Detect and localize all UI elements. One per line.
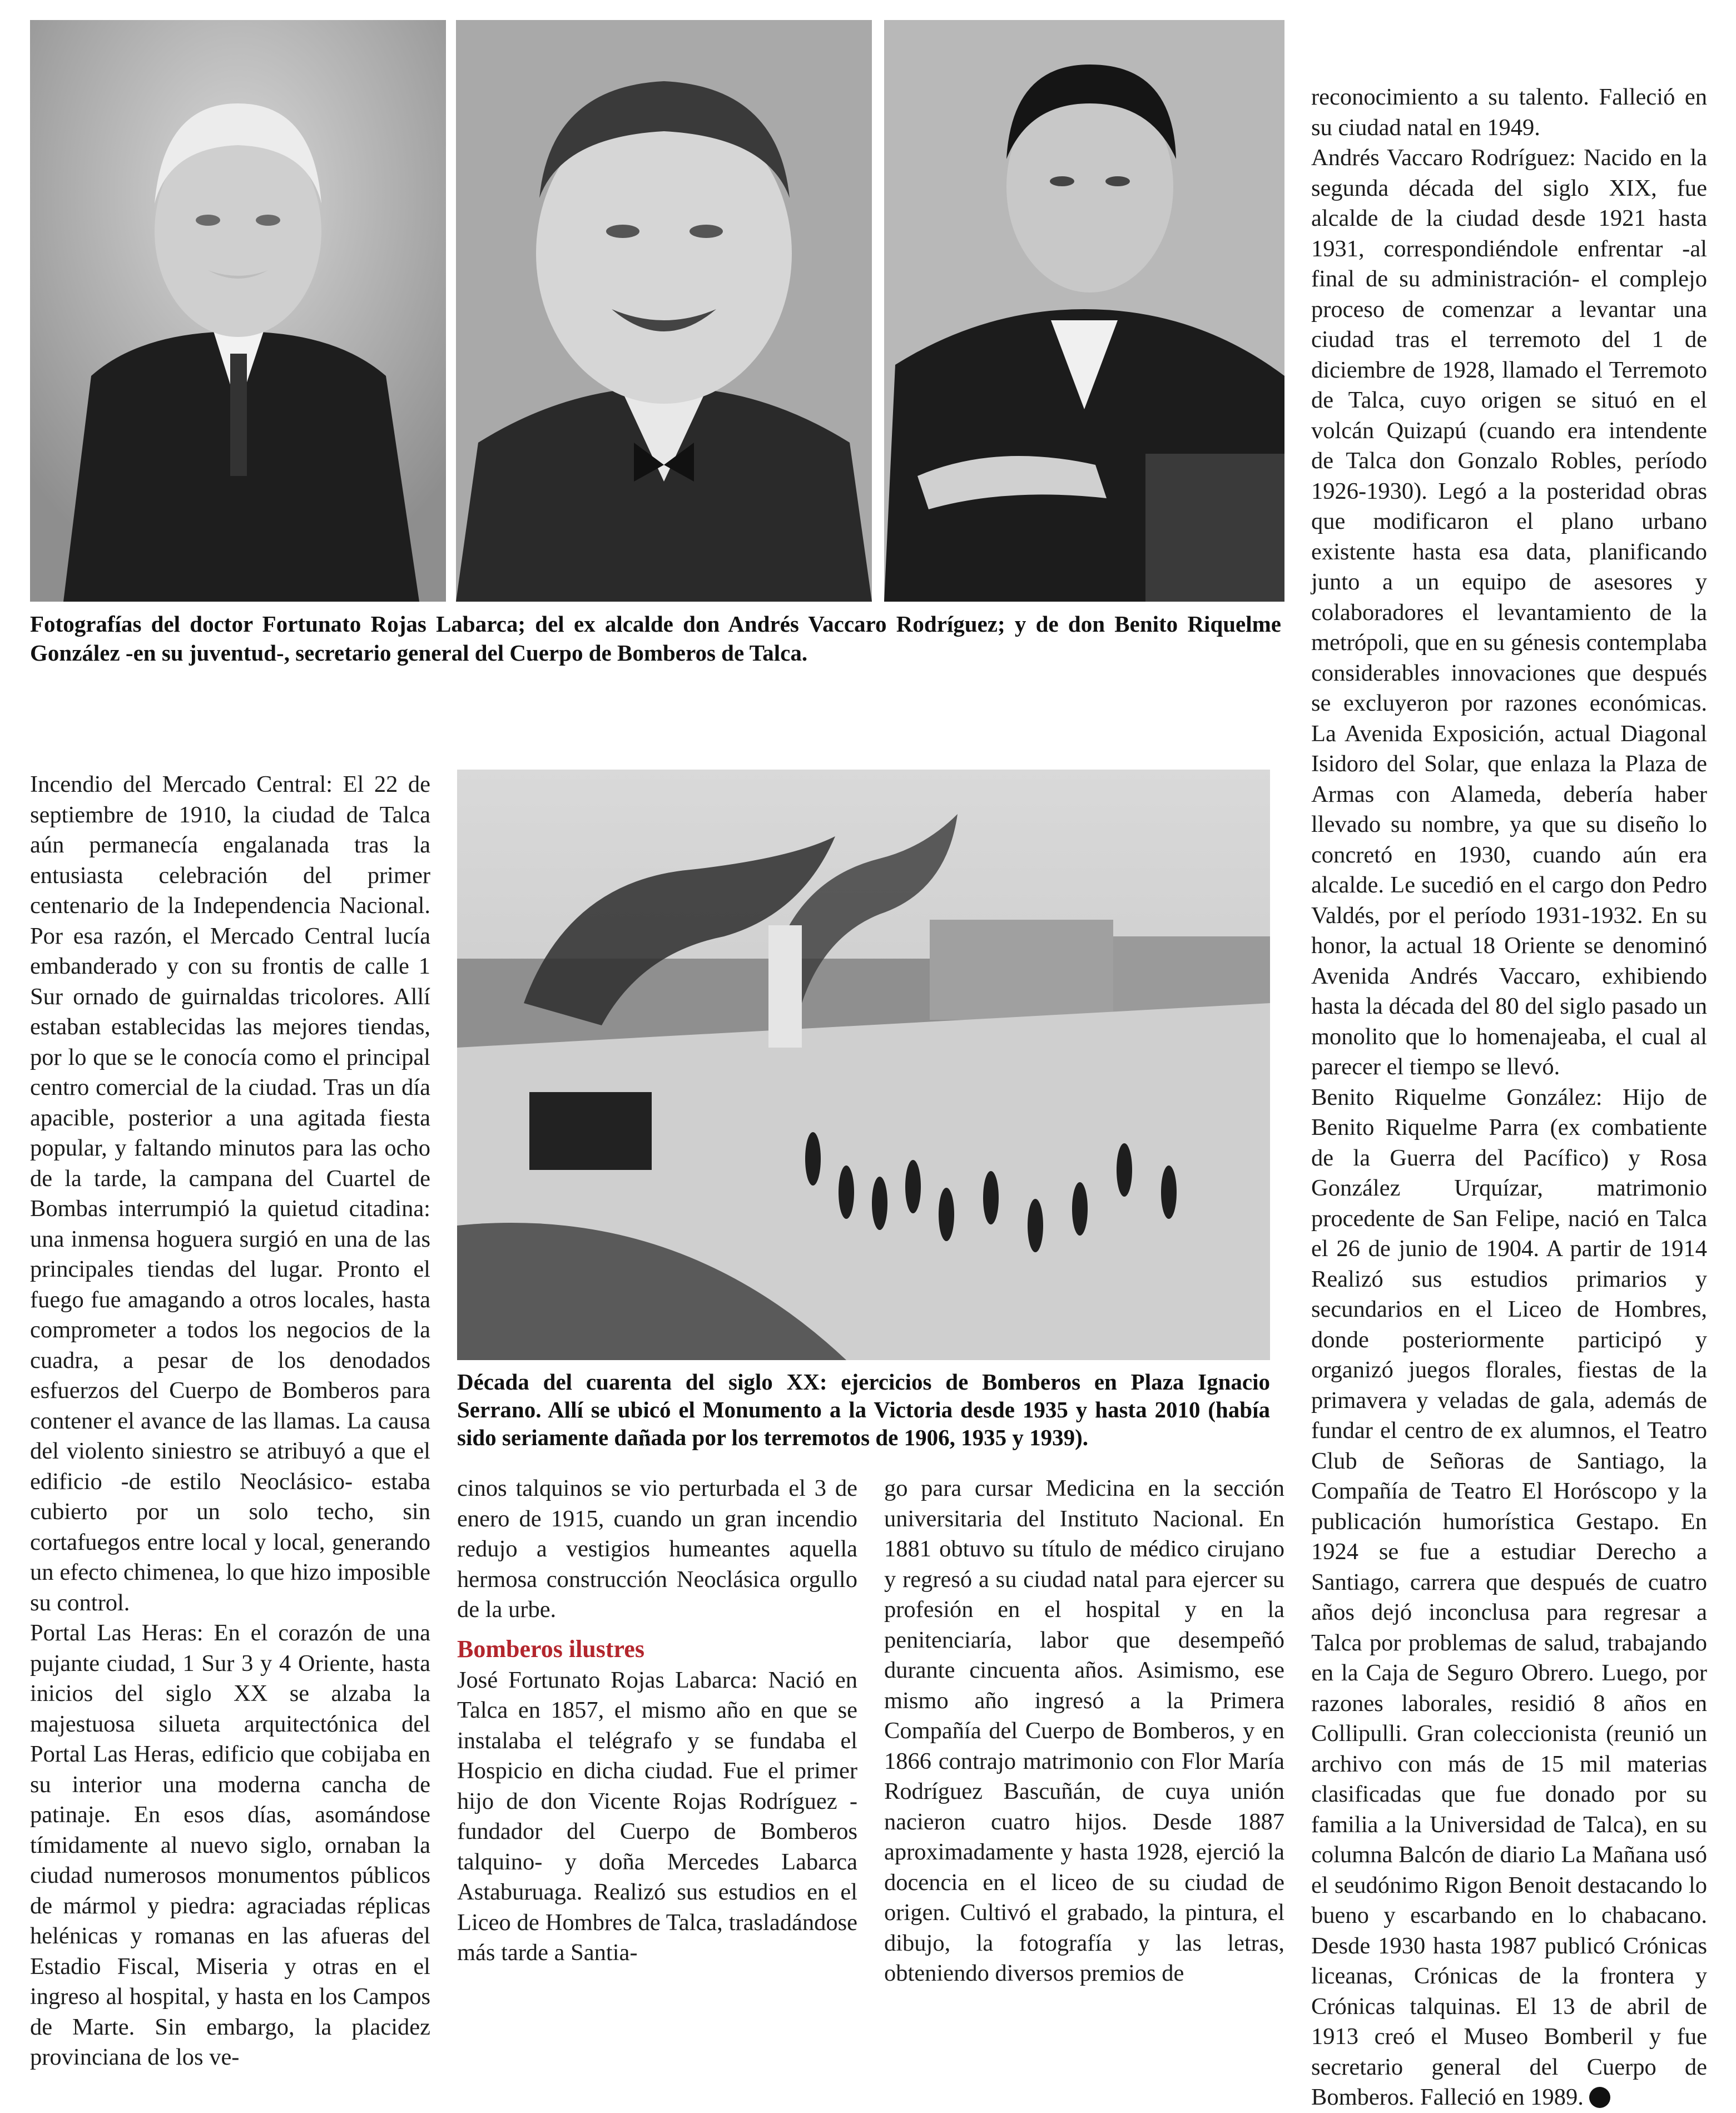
photo-caption-plaza: Década del cuarenta del siglo XX: ejercicios de Bomberos en Plaza Ignacio Serrano. Allí se ubicó el Monumento a la Victoria desde 1935 y hasta 2010 (había sido seriamente dañada por los terremotos de 1906, 1935 y 1939). <box>457 1369 1270 1450</box>
paragraph-rojas-labarca: José Fortunato Rojas Labarca: Nació en Talca en 1857, el mismo año en que se instalaba el telégrafo y se fundaba el Hospicio en dicha ciudad. Fue el primer hijo de don Vicente Rojas Rodríguez -fundador del Cuerpo de Bomberos talquino- y doña Mercedes Labarca Astaburuaga. Realizó sus estudios en el Liceo de Hombres de Talca, trasladándose más tarde a Santia- <box>457 1666 857 1966</box>
paragraph-rojas-ending: reconocimiento a su talento. Falleció en su ciudad natal en 1949. <box>1311 84 1707 141</box>
paragraph-andres-vaccaro: Andrés Vaccaro Rodríguez: Nacido en la segunda década del siglo XIX, fue alcalde de la ciudad desde 1921 hasta 1931, correspondiéndole enfrentar -al final de su administración- el complejo proceso de comenzar a levantar una ciudad tras el terremoto del 1 de diciembre de 1928, llamado el Terremoto de Talca, cuyo origen se situó en el volcán Quizapú (cuando era intendente de Talca don Gonzalo Robles, período 1926-1930). Legó a la posteridad obras que modificaron el plano urbano existente hasta esa data, planificando junto a un equipo de asesores y colaboradores el levantamiento de la metrópoli, que en su génesis contemplaba considerables innovaciones que después se excluyeron por razones económicas. La Avenida Exposición, actual Diagonal Isidoro del Solar, que enlaza la Plaza de Armas con Alameda, debería haber llevado su nombre, ya que su diseño lo concretó en 1930, cuando aún era alcalde. Le sucedió en el cargo don Pedro Valdés, por el período 1931-1932. En su honor, la actual 18 Oriente se denominó Avenida Andrés Vaccaro, exhibiendo hasta la década del 80 del siglo pasado un monolito que lo homenajeaba, el cual al parecer el tiempo se llevó. <box>1311 145 1707 1080</box>
photo-andres-vaccaro <box>456 20 872 602</box>
paragraph-rojas-continuation: go para cursar Medicina en la sección universitaria del Instituto Nacional. En 1881 obtuvo su título de médico cirujano y regresó a su ciudad natal para ejercer su profesión en el hospital y en la penitenciaría, labor que desempeñó durante cincuenta años. Asimismo, ese mismo año ingresó a la Primera Compañía del Cuerpo de Bomberos, y en 1866 contrajo matrimonio con Flor María Rodríguez Bascuñán, de cuya unión nacieron cuatro hijos. Desde 1887 aproximadamente y hasta 1928, ejerció la docencia en el liceo de su ciudad de origen. Cultivó el grabado, la pintura, el dibujo, la fotografía y las letras, obteniendo diversos premios de <box>884 1475 1284 1986</box>
photo-plaza-ignacio-serrano <box>457 770 1270 1360</box>
plaza-fire-drill-illustration <box>457 770 1270 1360</box>
article-column-3 <box>884 1474 1284 1989</box>
photo-caption-top: Fotografías del doctor Fortunato Rojas Labarca; del ex alcalde don Andrés Vaccaro Rodríguez; y de don Benito Riquelme González -en su juventud-, secretario general del Cuerpo de Bomberos de Talca. <box>30 611 1281 666</box>
paragraph-benito-riquelme-text: Benito Riquelme González: Hijo de Benito Riquelme Parra (ex combatiente de la Guerra del Pacífico) y Rosa González Urquízar, matrimonio procedente de San Felipe, nació en Talca el 26 de junio de 1904. A partir de 1914 Realizó sus estudios primarios y secundarios en el Liceo de Hombres, donde posteriormente participó y organizó juegos florales, fiestas de la primavera y veladas de gala, además de fundar el centro de ex alumnos, el Teatro Club de Señoras de Santiago, la Compañía de Teatro El Horóscopo y la publicación humorística Gestapo. En 1924 se fue a estudiar Derecho a Santiago, carrera que después de cuatro años dejó inconclusa para regresar a Talca por problemas de salud, trabajando en la Caja de Seguro Obrero. Luego, por razones laborales, residió 8 años en Collipulli. Gran coleccionista (reunió un archivo con más de 15 mil materias clasificadas que fue donado por su familia a la Universidad de Talca), en su columna Balcón de diario La Mañana usó el seudónimo Rigon Benoit destacando lo bueno y escarbando en lo chabacano. Desde 1930 hasta 1987 publicó Crónicas liceanas, Crónicas de la frontera y Crónicas talquinas. El 13 de abril de 1913 creó el Museo Bomberil y fue secretario general del Cuerpo de Bomberos. Falleció en 1989. <box>1311 1084 1707 2110</box>
paragraph-mercado-central: Incendio del Mercado Central: El 22 de septiembre de 1910, la ciudad de Talca aún permanecía engalanada tras la entusiasta celebración del primer centenario de la Independencia Nacional. Por esa razón, el Mercado Central lucía embanderado y con su frontis de calle 1 Sur ornado de guirnaldas tricolores. Allí estaban establecidas las mejores tiendas, por lo que se le conocía como el principal centro comercial de la ciudad. Tras un día apacible, posterior a una agitada fiesta popular, y faltando minutos para las ocho de la tarde, la campana del Cuartel de Bombas interrumpió la quietud citadina: una inmensa hoguera surgió en una de las principales tiendas del lugar. Pronto el fuego fue amagando a otros locales, hasta comprometer a todos los negocios de la cuadra, a pesar de los denodados esfuerzos del Cuerpo de Bomberos para contener el avance de las llamas. La causa del violento siniestro se atribuyó a que el edificio -de estilo Neoclásico- estaba cubierto por un solo techo, sin cortafuegos entre local y local, generando un efecto chimenea, lo que hizo imposible su control. <box>30 771 430 1616</box>
paragraph-benito-riquelme <box>1311 1083 1707 2113</box>
portrait-vaccaro-illustration <box>456 20 872 602</box>
photo-fortunato-rojas <box>30 20 446 602</box>
article-column-2 <box>457 1474 857 1968</box>
paragraph-portal-continuation: cinos talquinos se vio perturbada el 3 de enero de 1915, cuando un gran incendio redujo a vestigios humeantes aquella hermosa construcción Neoclásica orgullo de la urbe. <box>457 1475 857 1623</box>
article-column-4 <box>1311 82 1707 2113</box>
article-column-1 <box>30 770 430 2073</box>
paragraph-portal-las-heras: Portal Las Heras: En el corazón de una pujante ciudad, 1 Sur 3 y 4 Oriente, hasta inicios del siglo XX se alzaba la majestuosa silueta arquitectónica del Portal Las Heras, edificio que cobijaba en su interior una moderna cancha de patinaje. En esos días, asomándose tímidamente al nuevo siglo, ornaban la ciudad numerosos monumentos públicos de mármol y piedra: agraciadas réplicas helénicas y romanas en las afueras del Estadio Fiscal, Miseria y otras en el ingreso al hospital, y hasta en los Campos de Marte. Sin embargo, la placidez provinciana de los ve- <box>30 1620 430 2070</box>
portrait-rojas-illustration <box>30 20 446 602</box>
portrait-riquelme-illustration <box>884 20 1284 602</box>
end-of-article-mark <box>1589 2087 1610 2108</box>
photo-benito-riquelme <box>884 20 1284 602</box>
section-heading-bomberos-ilustres: Bomberos ilustres <box>457 1635 644 1663</box>
